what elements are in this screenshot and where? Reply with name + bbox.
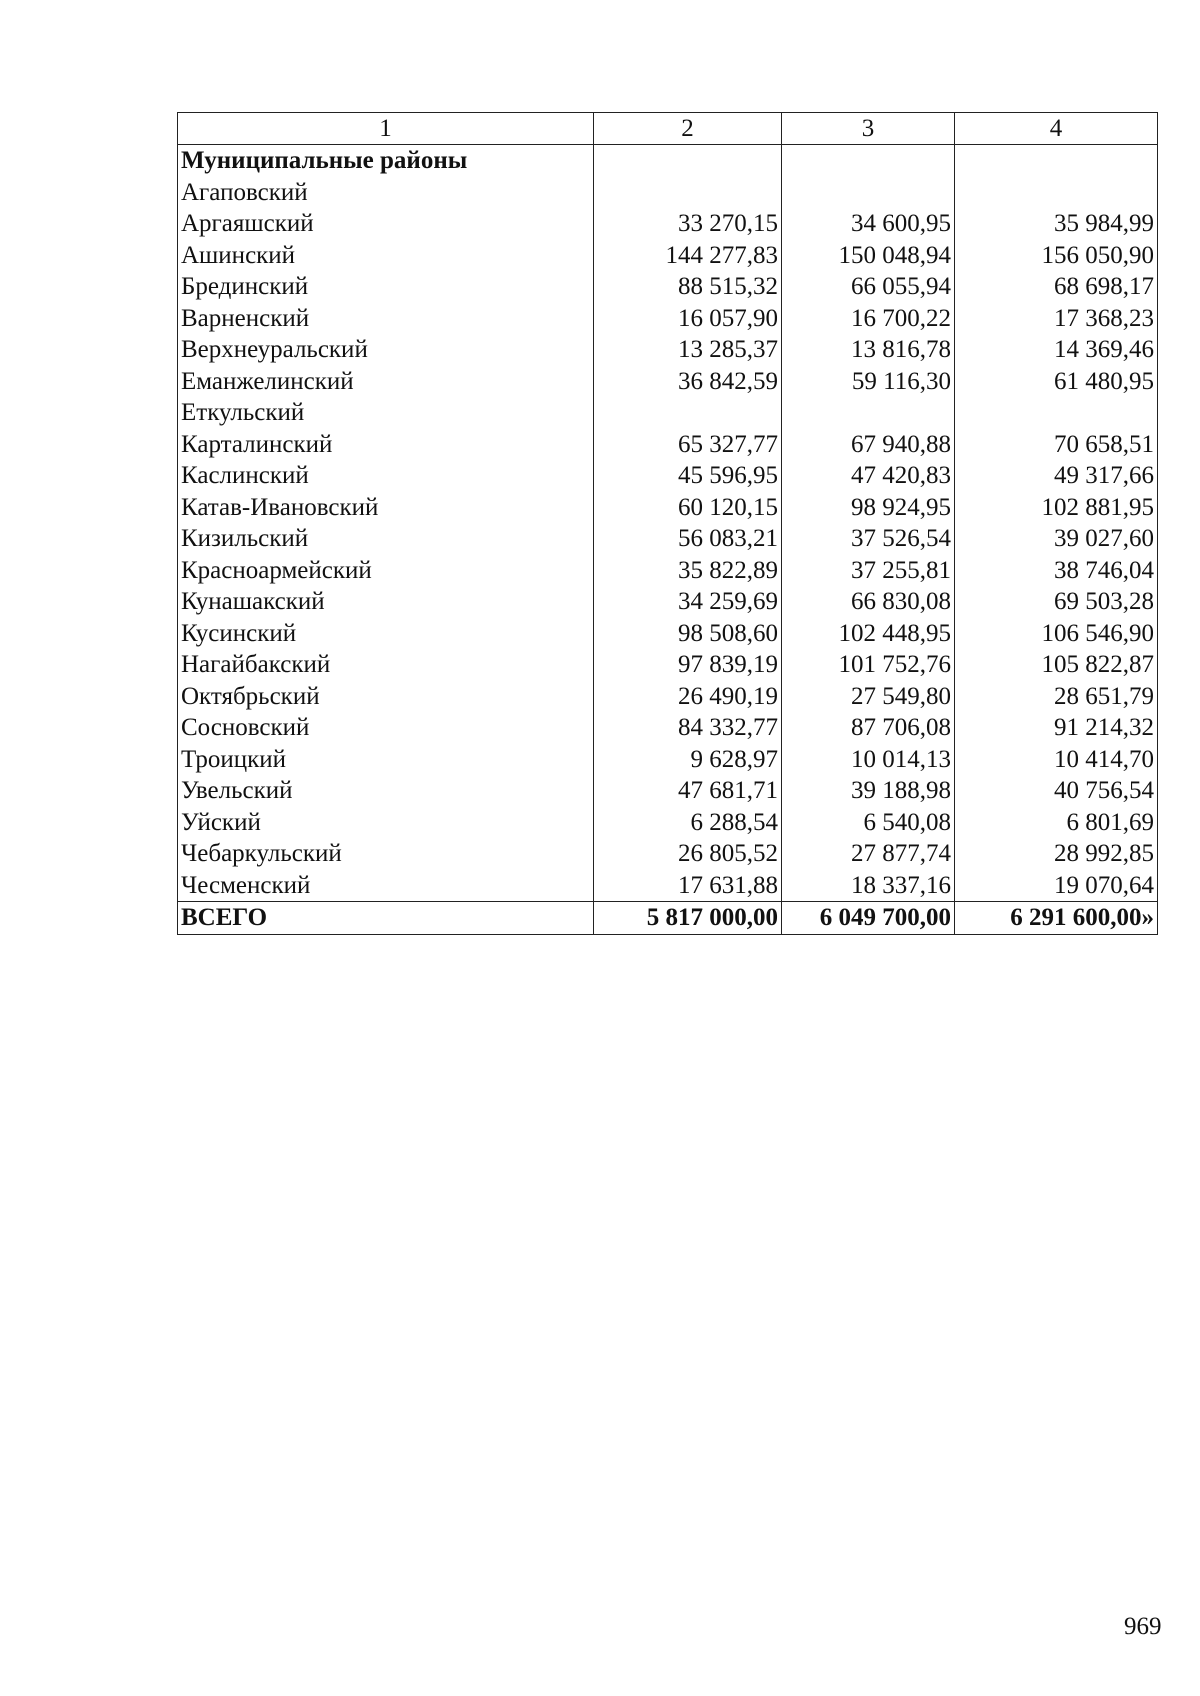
district-name: Нагайбакский [178,649,594,681]
table-row [178,460,1158,492]
value-cell: 98 508,60 [594,618,782,650]
table-row [178,271,1158,303]
value-cell: 35 984,99 [955,208,1158,240]
value-cell: 68 698,17 [955,271,1158,303]
table-row [178,744,1158,776]
table-row [178,838,1158,870]
table-row [178,366,1158,398]
value-cell: 13 816,78 [782,334,955,366]
value-cell: 97 839,19 [594,649,782,681]
value-cell: 87 706,08 [782,712,955,744]
table-row [178,555,1158,587]
district-name: Сосновский [178,712,594,744]
value-cell: 66 055,94 [782,271,955,303]
table-row [178,208,1158,240]
value-cell: 6 288,54 [594,807,782,839]
table-row [178,681,1158,713]
value-cell: 98 924,95 [782,492,955,524]
value-cell: 49 317,66 [955,460,1158,492]
value-cell: 28 651,79 [955,681,1158,713]
value-cell [955,177,1158,209]
value-cell: 19 070,64 [955,870,1158,902]
district-name: Троицкий [178,744,594,776]
section-row [178,145,1158,177]
value-cell: 69 503,28 [955,586,1158,618]
district-name: Чебаркульский [178,838,594,870]
value-cell: 35 822,89 [594,555,782,587]
value-cell: 61 480,95 [955,366,1158,398]
district-name: Еткульский [178,397,594,429]
value-cell: 37 526,54 [782,523,955,555]
table-row [178,775,1158,807]
value-cell: 65 327,77 [594,429,782,461]
district-name: Кизильский [178,523,594,555]
value-cell: 105 822,87 [955,649,1158,681]
value-cell [782,397,955,429]
value-cell: 10 414,70 [955,744,1158,776]
district-name: Варненский [178,303,594,335]
total-row [178,902,1158,935]
district-name: Октябрьский [178,681,594,713]
value-cell: 102 448,95 [782,618,955,650]
value-cell: 38 746,04 [955,555,1158,587]
table-row [178,303,1158,335]
value-cell: 84 332,77 [594,712,782,744]
budget-table [177,112,1158,935]
table-row [178,870,1158,902]
district-name: Чесменский [178,870,594,902]
value-cell: 40 756,54 [955,775,1158,807]
value-cell: 27 877,74 [782,838,955,870]
table-row [178,492,1158,524]
value-cell: 102 881,95 [955,492,1158,524]
district-name: Карталинский [178,429,594,461]
district-name: Увельский [178,775,594,807]
value-cell: 144 277,83 [594,240,782,272]
total-value: 5 817 000,00 [594,902,782,935]
value-cell: 18 337,16 [782,870,955,902]
district-name: Еманжелинский [178,366,594,398]
value-cell: 37 255,81 [782,555,955,587]
value-cell: 91 214,32 [955,712,1158,744]
table-row [178,523,1158,555]
value-cell: 26 490,19 [594,681,782,713]
value-cell: 45 596,95 [594,460,782,492]
district-name: Катав-Ивановский [178,492,594,524]
table-row [178,712,1158,744]
value-cell: 26 805,52 [594,838,782,870]
value-cell: 9 628,97 [594,744,782,776]
value-cell: 6 540,08 [782,807,955,839]
district-name: Каслинский [178,460,594,492]
district-name: Красноармейский [178,555,594,587]
value-cell: 36 842,59 [594,366,782,398]
value-cell: 6 801,69 [955,807,1158,839]
value-cell [594,397,782,429]
value-cell: 59 116,30 [782,366,955,398]
column-header: 4 [955,113,1158,145]
value-cell: 56 083,21 [594,523,782,555]
value-cell [955,397,1158,429]
value-cell: 101 752,76 [782,649,955,681]
value-cell: 106 546,90 [955,618,1158,650]
value-cell: 60 120,15 [594,492,782,524]
total-value: 6 049 700,00 [782,902,955,935]
district-name: Уйский [178,807,594,839]
table-row [178,177,1158,209]
district-name: Агаповский [178,177,594,209]
total-label: ВСЕГО [178,902,594,935]
value-cell: 13 285,37 [594,334,782,366]
value-cell: 47 681,71 [594,775,782,807]
value-cell: 39 188,98 [782,775,955,807]
district-name: Верхнеуральский [178,334,594,366]
table-row [178,334,1158,366]
value-cell: 28 992,85 [955,838,1158,870]
value-cell: 47 420,83 [782,460,955,492]
value-cell: 16 700,22 [782,303,955,335]
district-name: Аргаяшский [178,208,594,240]
value-cell: 67 940,88 [782,429,955,461]
column-header: 2 [594,113,782,145]
table-row [178,649,1158,681]
value-cell: 10 014,13 [782,744,955,776]
value-cell: 88 515,32 [594,271,782,303]
value-cell: 27 549,80 [782,681,955,713]
value-cell: 33 270,15 [594,208,782,240]
value-cell [594,177,782,209]
value-cell: 70 658,51 [955,429,1158,461]
value-cell: 17 631,88 [594,870,782,902]
value-cell [782,177,955,209]
value-cell: 34 259,69 [594,586,782,618]
table-row [178,240,1158,272]
table-body [178,145,1158,902]
district-name: Кусинский [178,618,594,650]
value-cell: 17 368,23 [955,303,1158,335]
table-row [178,586,1158,618]
value-cell: 66 830,08 [782,586,955,618]
table-row [178,618,1158,650]
value-cell: 156 050,90 [955,240,1158,272]
table-row [178,397,1158,429]
column-header: 3 [782,113,955,145]
value-cell: 150 048,94 [782,240,955,272]
section-title: Муниципальные районы [178,145,594,177]
value-cell: 34 600,95 [782,208,955,240]
column-header: 1 [178,113,594,145]
district-name: Ашинский [178,240,594,272]
table-row [178,429,1158,461]
total-value: 6 291 600,00» [955,902,1158,935]
value-cell: 14 369,46 [955,334,1158,366]
header-row [178,113,1158,145]
district-name: Кунашакский [178,586,594,618]
value-cell: 16 057,90 [594,303,782,335]
value-cell: 39 027,60 [955,523,1158,555]
table-row [178,807,1158,839]
district-name: Брединский [178,271,594,303]
page-number: 969 [1124,1613,1162,1640]
